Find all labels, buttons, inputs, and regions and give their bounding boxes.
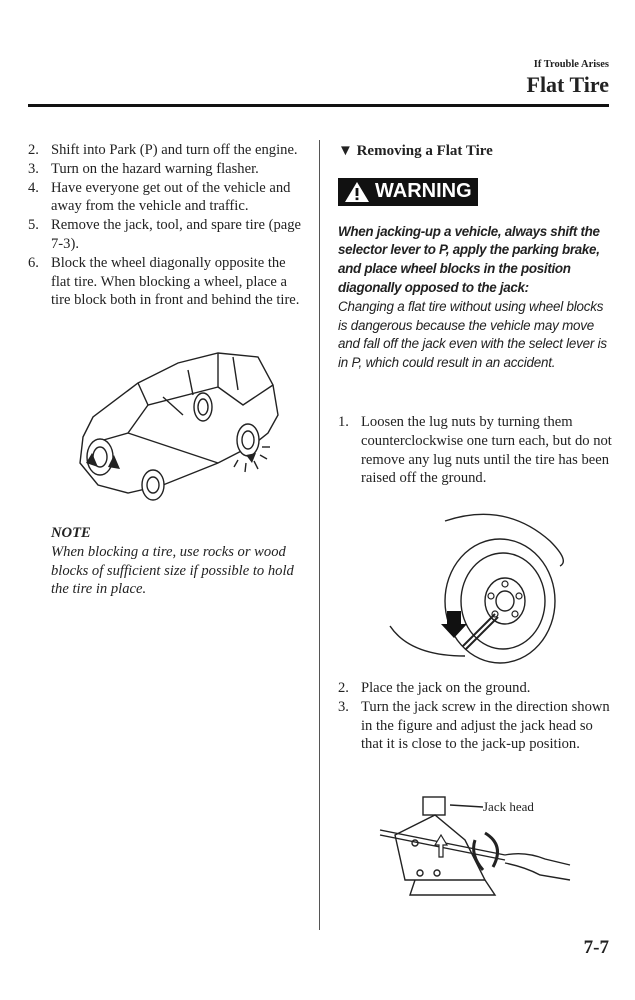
left-column (28, 141, 304, 310)
step-item: 1. Loosen the lug nuts by turning them counterclockwise one turn each, but do not remove any lug nuts until the tire has been raised off the ground. (338, 414, 612, 487)
step-item: 5. Remove the jack, tool, and spare tire (page 7-3). (28, 217, 302, 252)
step-text: Shift into Park (P) and turn off the engine. (51, 142, 298, 158)
section-title: ▼ Removing a Flat Tire (338, 143, 493, 159)
page-number: 7-7 (583, 937, 609, 958)
page-title: Flat Tire (526, 72, 609, 97)
step-text: Loosen the lug nuts by turning them counterclockwise one turn each, but do not remove any lug nuts until the tire has been raised off the ground. (361, 414, 612, 487)
right-steps-2 (338, 679, 613, 754)
step-text: Block the wheel diagonally opposite the flat tire. When blocking a wheel, place a tire block both in front and behind the tire. (51, 254, 300, 309)
step-text: Have everyone get out of the vehicle and away from the vehicle and traffic. (51, 179, 291, 215)
note-title: NOTE (51, 525, 91, 541)
car-wheel-block-illustration (68, 345, 288, 505)
jack-head-label: Jack head (483, 799, 534, 814)
scissor-jack-illustration (375, 785, 575, 900)
step-text: Turn on the hazard warning flasher. (51, 160, 259, 177)
step-item: 2. Place the jack on the ground. (338, 680, 531, 696)
warning-text: Changing a flat tire without using wheel blocks is dangerous because the vehicle may move and fall off the jack even with the select lever is in P, which could result in an accident. (338, 298, 607, 371)
step-item: 2. Shift into Park (P) and turn off the engine. (28, 142, 298, 158)
note-text: When blocking a tire, use rocks or wood blocks of sufficient size if possible to hold the tire in place. (51, 543, 294, 598)
step-text: Place the jack on the ground. (361, 680, 531, 696)
lug-nut-wrench-illustration (385, 506, 575, 666)
column-divider (319, 140, 320, 930)
warning-label: WARNING (375, 180, 472, 203)
warning-badge (338, 178, 478, 206)
header-section: If Trouble Arises (533, 59, 609, 70)
header-rule (28, 104, 609, 107)
right-step-1 (338, 413, 613, 488)
step-text: Remove the jack, tool, and spare tire (page 7-3). (51, 217, 302, 252)
note-block (28, 514, 304, 599)
right-column (338, 142, 613, 373)
step-item: 3. Turn on the hazard warning flasher. (28, 160, 259, 177)
step-item: 6. Block the wheel diagonally opposite the flat tire. When blocking a wheel, place a tire block both in front and behind the tire. (28, 254, 300, 309)
step-item: 3. Turn the jack screw in the direction shown in the figure and adjust the jack head so that it is close to the jack-up position. (338, 698, 610, 753)
warning-triangle-icon (344, 181, 370, 203)
step-item: 4. Have everyone get out of the vehicle and away from the vehicle and traffic. (28, 179, 291, 215)
left-steps-list (28, 141, 304, 310)
step-text: Turn the jack screw in the direction shown in the figure and adjust the jack head so that it is close to the jack-up position. (361, 698, 610, 753)
warning-bold-text: When jacking-up a vehicle, always shift the selector lever to P, apply the parking brake, and place wheel blocks in the position diagonally opposed to the jack: (338, 223, 600, 295)
